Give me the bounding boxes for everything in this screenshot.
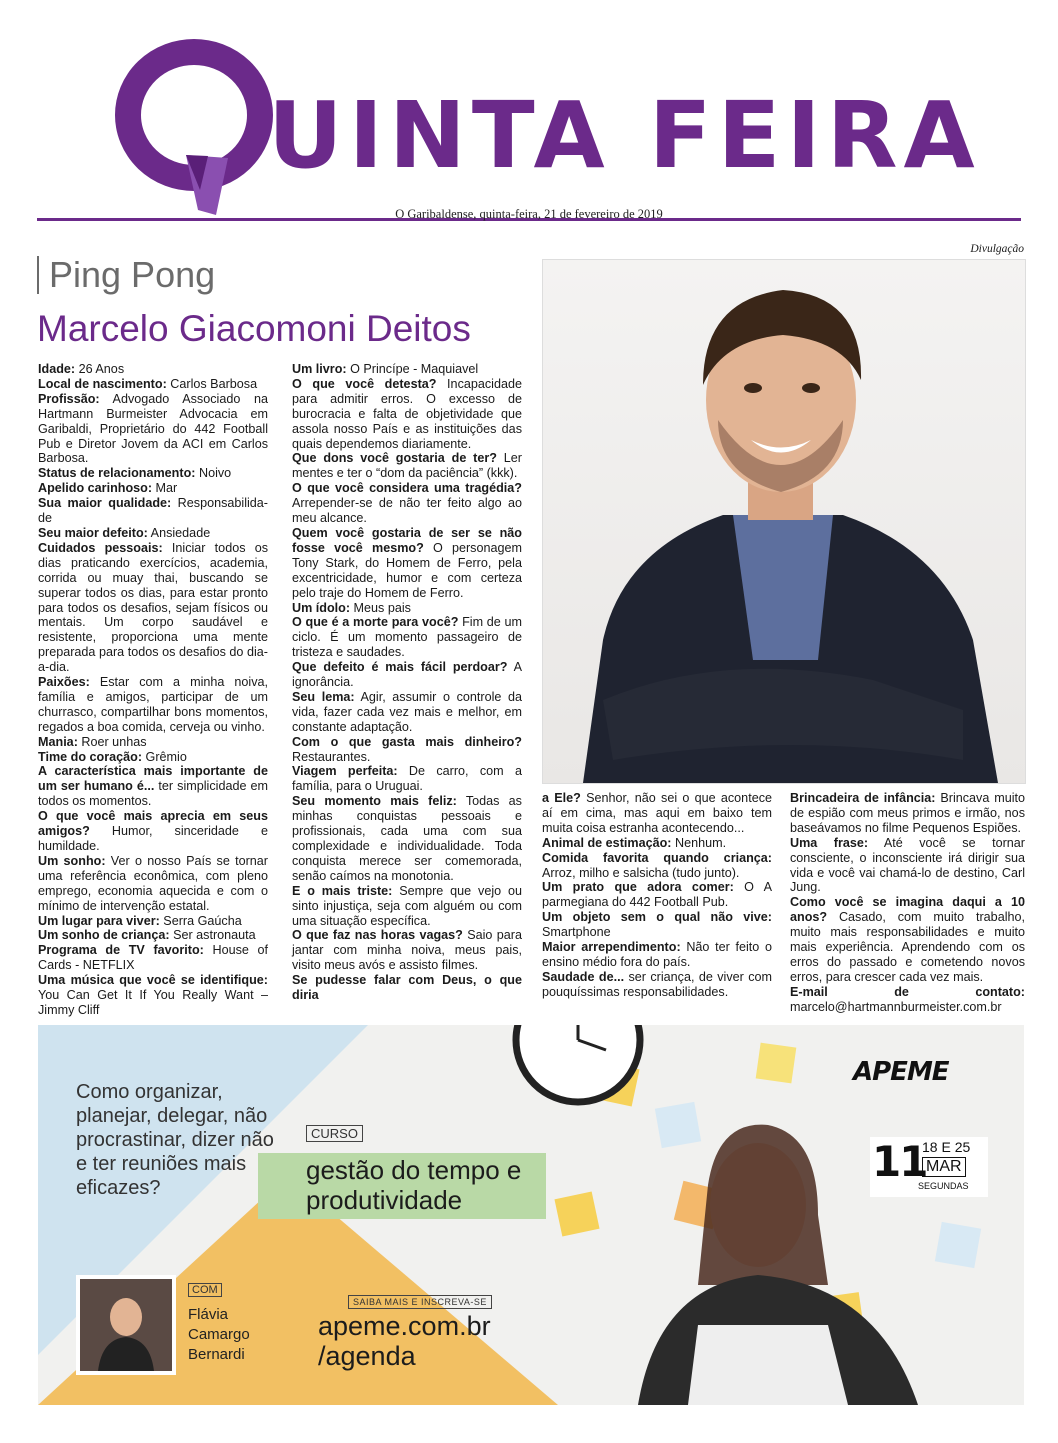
qa-item bbox=[38, 735, 268, 750]
qa-item bbox=[38, 943, 268, 973]
qa-item bbox=[38, 764, 268, 809]
qa-answer: Agir, assumir o controle da vida, fazer cada vez mais e melhor, em constante adaptação. bbox=[292, 689, 522, 734]
qa-item bbox=[292, 362, 522, 377]
date-day: 11 bbox=[872, 1137, 927, 1186]
photo-credit: Divulgação bbox=[970, 243, 1024, 255]
qa-question: Com o que gasta mais dinheiro? bbox=[292, 734, 522, 749]
qa-answer: Carlos Barbosa bbox=[166, 376, 258, 391]
qa-question: Um ídolo: bbox=[292, 600, 351, 615]
qa-answer: Senhor, não sei o que acontece aí em cima, mas aqui em baixo tem muita coisa estranha acontecendo... bbox=[542, 791, 772, 835]
qa-item bbox=[38, 496, 268, 526]
speaker-name: Flávia Camargo Bernardi bbox=[188, 1306, 250, 1363]
date-month: MAR bbox=[922, 1157, 966, 1177]
qa-question: Viagem perfeita: bbox=[292, 764, 398, 779]
speaker-portrait-icon bbox=[80, 1279, 172, 1371]
saiba-mais-tag: SAIBA MAIS E INSCREVA-SE bbox=[348, 1295, 492, 1309]
qa-item bbox=[292, 660, 522, 690]
date-weekday: SEGUNDAS bbox=[918, 1181, 969, 1191]
course-dates bbox=[870, 1137, 988, 1197]
qa-question: Brincadeira de infância: bbox=[790, 791, 936, 805]
course-advertisement[interactable] bbox=[38, 1025, 1024, 1405]
qa-item bbox=[38, 526, 268, 541]
qa-item bbox=[38, 809, 268, 854]
qa-answer: Todas as minhas conquistas pessoais e profissionais, cada uma com sua complexidade e individualidade. Toda conquista merece ser comemorada, senão caímos na monotonia. bbox=[292, 794, 522, 883]
qa-answer: Nenhum. bbox=[671, 835, 727, 850]
qa-answer: Arroz, milho e salsicha (tudo junto). bbox=[542, 865, 740, 880]
qa-answer: Serra Gaúcha bbox=[159, 913, 242, 928]
qa-item bbox=[292, 690, 522, 735]
qa-item bbox=[38, 362, 268, 377]
qa-question: O que faz nas horas vagas? bbox=[292, 928, 463, 943]
qa-question: O que você detesta? bbox=[292, 376, 437, 391]
qa-answer: O A parmegiana do 442 Football Pub. bbox=[542, 880, 773, 910]
qa-answer: Casado, com muito trabalho, muito mais responsabilidades e muito mais experiência. Aprendendo com os erros do passado e cometendo novos erros, para crescer cada vez mais. bbox=[790, 910, 1025, 984]
qa-answer: Iniciar todos os dias praticando exercícios, academia, corrida ou muay thai, buscando se superar todos os dias, para estar pronto para todos os desafios, sejam físicos ou mentais. Um corpo saudável e resistente, proporciona uma mente preparada para todos os desafios do dia-a-dia. bbox=[38, 540, 268, 675]
qa-question: Time do coração: bbox=[38, 749, 143, 764]
qa-question: Uma música que você se identifique: bbox=[38, 973, 268, 988]
qa-question: Status de relacionamento: bbox=[38, 466, 196, 481]
qa-question: O que é a morte para você? bbox=[292, 615, 459, 630]
qa-item bbox=[38, 675, 268, 735]
qa-answer: Ser astronauta bbox=[169, 928, 256, 943]
qa-question: Que dons você gostaria de ter? bbox=[292, 451, 497, 466]
qa-answer: Roer unhas bbox=[77, 734, 147, 749]
text-column-3 bbox=[542, 791, 772, 1000]
text-column-2 bbox=[292, 362, 522, 1003]
qa-item bbox=[292, 481, 522, 526]
qa-item bbox=[292, 451, 522, 481]
apeme-logo: APEME bbox=[853, 1057, 949, 1087]
qa-answer: Smartphone bbox=[542, 925, 611, 940]
qa-question: Seu momento mais feliz: bbox=[292, 794, 457, 809]
qa-question: Um sonho: bbox=[38, 853, 106, 868]
masthead-title: UINTA FEIRA bbox=[268, 82, 981, 189]
qa-question: Um prato que adora comer: bbox=[542, 880, 734, 895]
qa-question: a Ele? bbox=[542, 791, 581, 805]
qa-question: Um lugar para viver: bbox=[38, 913, 160, 928]
qa-item bbox=[292, 735, 522, 765]
qa-item bbox=[38, 854, 268, 914]
qa-answer: A ignorância. bbox=[292, 660, 522, 690]
qa-answer: Incapacidade para admitir erros. O excesso de burocracia e falta de objetividade que assola nosso País e as instituições das quais dependemos diariamente. bbox=[292, 376, 522, 451]
qa-answer: House of Cards - NETFLIX bbox=[38, 943, 268, 973]
qa-answer: Estar com a minha noiva, família e amigos, participar de um churrasco, compartilhar bons momentos, regados a boa comida, cerveja ou vinho. bbox=[38, 675, 268, 734]
qa-item bbox=[38, 481, 268, 496]
qa-item bbox=[542, 880, 772, 910]
qa-answer: Noivo bbox=[195, 466, 232, 481]
qa-item bbox=[292, 377, 522, 452]
qa-item bbox=[292, 601, 522, 616]
qa-answer: Ler mentes e ter o “dom da paciência” (kkk). bbox=[292, 451, 522, 481]
interviewee-name: Marcelo Giacomoni Deitos bbox=[37, 308, 471, 349]
qa-item bbox=[292, 615, 522, 660]
qa-answer: You Can Get It If You Really Want – Jimmy Cliff bbox=[38, 988, 268, 1017]
portrait-photo bbox=[542, 259, 1026, 784]
dateline: O Garibaldense, quinta-feira, 21 de fevereiro de 2019 bbox=[395, 207, 663, 221]
qa-item bbox=[38, 466, 268, 481]
qa-item bbox=[38, 377, 268, 392]
qa-item bbox=[790, 836, 1025, 896]
date-more: 18 E 25 bbox=[922, 1139, 971, 1155]
qa-answer: Ver o nosso País se tornar uma referência econômica, com pleno emprego, economia aquecida e com o mínimo de intervenção estatal. bbox=[38, 853, 269, 913]
qa-answer: marcelo@hartmannburmeister.com.br bbox=[790, 999, 1002, 1014]
qa-question: E o mais triste: bbox=[292, 883, 393, 898]
qa-question: Apelido carinhoso: bbox=[38, 481, 153, 496]
qa-question: Uma frase: bbox=[790, 835, 869, 850]
qa-answer: Até você se tornar consciente, o inconsciente irá dirigir sua vida e você vai chamá-lo de destino, Carl Jung. bbox=[790, 835, 1025, 895]
qa-answer: Advogado Associado na Hartmann Burmeister Advocacia em Garibaldi, Proprietário do 442 Football Pub e Diretor Jovem da ACI em Carlos Barbosa. bbox=[38, 391, 268, 466]
qa-question: Quem você gostaria de ser se não fosse você mesmo? bbox=[292, 525, 522, 555]
qa-answer: O personagem Tony Stark, do Homem de Ferro, pela excentricidade, humor e com certeza pelo traje do Homem de Ferro. bbox=[292, 540, 522, 600]
qa-item bbox=[542, 910, 772, 940]
qa-answer: Mar bbox=[152, 481, 178, 496]
qa-item bbox=[292, 884, 522, 929]
qa-item bbox=[38, 914, 268, 929]
qa-answer: Humor, sinceridade e humildade. bbox=[38, 824, 268, 853]
qa-answer: Responsabilida-de bbox=[38, 496, 268, 526]
qa-item bbox=[542, 851, 772, 881]
qa-answer: O Princípe - Maquiavel bbox=[346, 362, 479, 376]
qa-question: O que você considera uma tragédia? bbox=[292, 481, 522, 496]
curso-title: gestão do tempo e produtividade bbox=[306, 1155, 522, 1215]
qa-question: Seu lema: bbox=[292, 689, 355, 704]
qa-answer: Ansiedade bbox=[147, 525, 211, 540]
qa-answer: Arrepender-se de não ter feito algo ao meu alcance. bbox=[292, 496, 522, 526]
qa-question: Programa de TV favorito: bbox=[38, 943, 204, 958]
qa-answer: ser criança, de viver com pouquíssimas responsabilidades. bbox=[542, 969, 772, 999]
com-tag: COM bbox=[188, 1283, 222, 1297]
qa-question: Mania: bbox=[38, 734, 78, 749]
qa-question: Paixões: bbox=[38, 675, 90, 690]
qa-answer: Grêmio bbox=[142, 749, 187, 764]
qa-question: E-mail de contato: bbox=[790, 984, 1025, 999]
qa-answer: 26 Anos bbox=[75, 362, 125, 376]
qa-question: Um sonho de criança: bbox=[38, 928, 170, 943]
masthead bbox=[0, 0, 1058, 230]
qa-question: Sua maior qualidade: bbox=[38, 496, 172, 511]
qa-item bbox=[292, 973, 522, 1003]
qa-question: Comida favorita quando criança: bbox=[542, 850, 772, 865]
qa-item bbox=[542, 791, 772, 836]
qa-answer: Fim de um ciclo. É um momento passageiro de tristeza e saudades. bbox=[292, 615, 522, 660]
qa-question: Local de nascimento: bbox=[38, 376, 167, 391]
qa-item bbox=[790, 895, 1025, 984]
qa-item bbox=[292, 764, 522, 794]
qa-item bbox=[38, 928, 268, 943]
qa-item bbox=[542, 836, 772, 851]
text-column-1 bbox=[38, 362, 268, 1018]
qa-answer: Saio para jantar com minha noiva, meus pais, visito meus avós e assisto filmes. bbox=[292, 928, 522, 973]
qa-answer: Sempre que vejo ou sinto injustiça, seja com alguém ou com uma situação específica. bbox=[292, 883, 522, 928]
qa-answer: Não ter feito o ensino médio fora do país. bbox=[542, 940, 772, 969]
qa-answer: Restaurantes. bbox=[292, 749, 371, 764]
qa-question: Idade: bbox=[38, 362, 76, 376]
qa-question: Um livro: bbox=[292, 362, 347, 376]
ad-website-link[interactable]: apeme.com.br /agenda bbox=[318, 1311, 491, 1371]
qa-question: Animal de estimação: bbox=[542, 835, 672, 850]
section-title: Ping Pong bbox=[37, 256, 215, 294]
qa-item bbox=[292, 526, 522, 601]
qa-item bbox=[38, 750, 268, 765]
qa-answer: ter simplicidade em todos os momentos. bbox=[38, 779, 268, 809]
qa-item bbox=[790, 985, 1025, 1015]
qa-question: Como você se imagina daqui a 10 anos? bbox=[790, 895, 1025, 925]
qa-question: O que você mais aprecia em seus amigos? bbox=[38, 809, 268, 839]
qa-question: Cuidados pessoais: bbox=[38, 540, 163, 555]
qa-question: Seu maior defeito: bbox=[38, 525, 148, 540]
qa-question: Que defeito é mais fácil perdoar? bbox=[292, 660, 508, 675]
qa-answer: Brincava muito de espião com meus primos e irmão, nos baseávamos no filme Pequenos Espiões. bbox=[790, 791, 1026, 835]
qa-question: Profissão: bbox=[38, 391, 100, 406]
qa-item bbox=[38, 392, 268, 467]
curso-tag: CURSO bbox=[306, 1125, 363, 1142]
qa-item bbox=[292, 928, 522, 973]
qa-question: Saudade de... bbox=[542, 969, 625, 984]
qa-item bbox=[542, 970, 772, 1000]
qa-question: Um objeto sem o qual não vive: bbox=[542, 910, 772, 925]
qa-item bbox=[790, 791, 1025, 836]
qa-item bbox=[38, 541, 268, 675]
qa-question: Se pudesse falar com Deus, o que diria bbox=[292, 973, 522, 1003]
ad-question: Como organizar, planejar, delegar, não procrastinar, dizer não e ter reuniões mais eficazes? bbox=[76, 1081, 274, 1199]
text-column-4 bbox=[790, 791, 1025, 1015]
qa-answer: De carro, com a família, para o Uruguai. bbox=[292, 764, 522, 794]
qa-item bbox=[292, 794, 522, 883]
qa-item bbox=[542, 940, 772, 970]
qa-question: Maior arrependimento: bbox=[542, 940, 681, 955]
q-logo-icon bbox=[112, 30, 287, 215]
qa-question: A característica mais importante de um ser humano é... bbox=[38, 764, 268, 794]
speaker-photo bbox=[76, 1275, 176, 1375]
qa-answer: Meus pais bbox=[350, 600, 411, 615]
qa-item bbox=[38, 973, 268, 1018]
portrait-illustration bbox=[543, 260, 1025, 783]
